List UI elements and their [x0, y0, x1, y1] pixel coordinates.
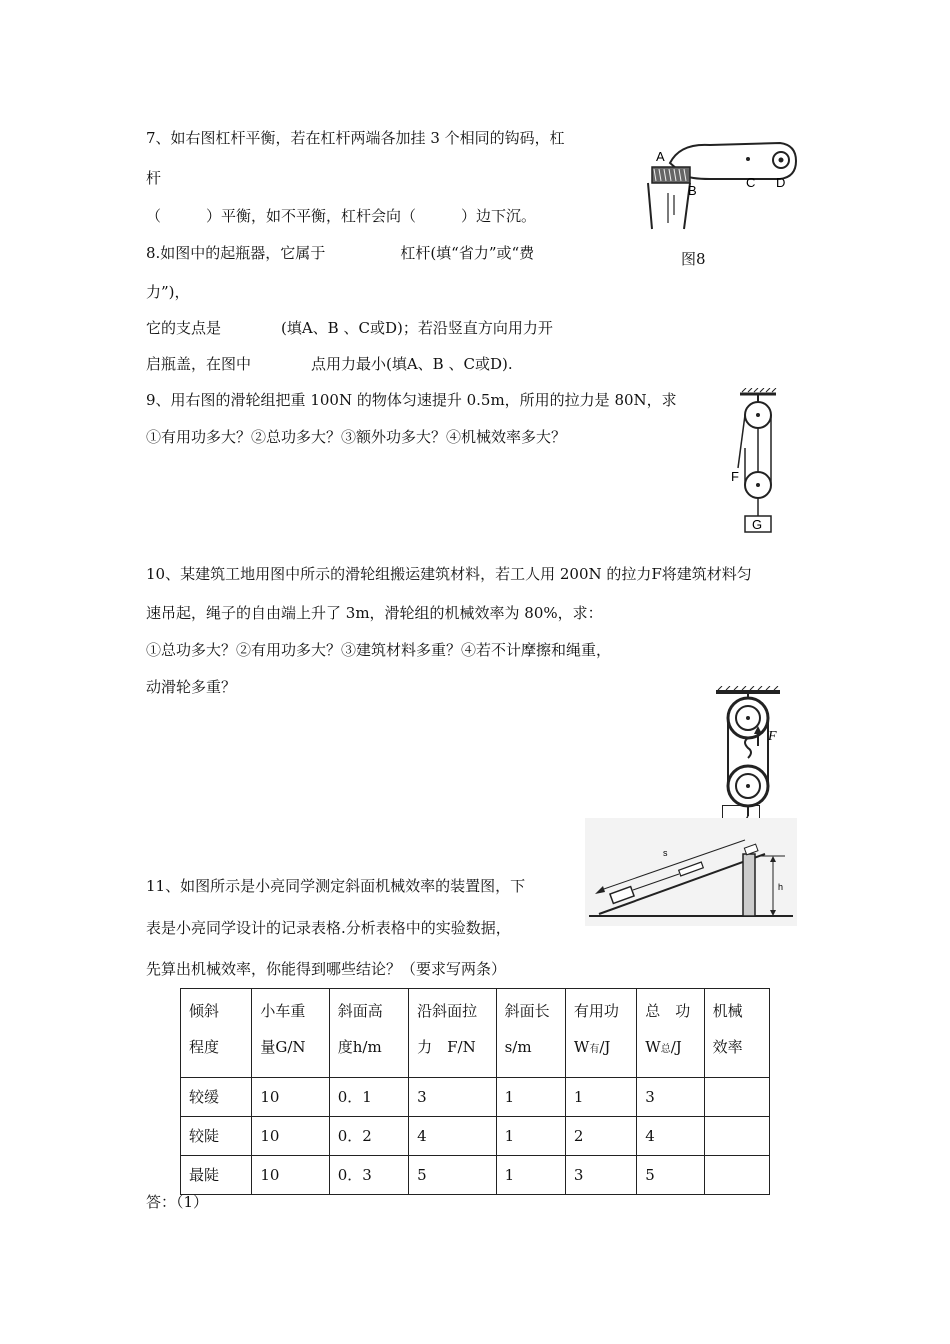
table-row	[181, 1156, 770, 1195]
answer-line: 答：（1）	[146, 1193, 209, 1211]
header-cell: 倾斜 程度	[181, 989, 252, 1078]
fig8-label-b: B	[688, 183, 697, 198]
record-table	[180, 988, 770, 1195]
table-cell[interactable]	[704, 1078, 769, 1117]
table-cell: 10	[252, 1156, 329, 1195]
pulley-figure-q9	[728, 388, 788, 536]
q9-line2: ①有用功多大？②总功多大？③额外功多大？④机械效率多大？	[146, 428, 567, 446]
table-header-row	[181, 989, 770, 1078]
q10-line3: ①总功多大？②有用功多大？③建筑材料多重？④若不计摩擦和绳重，	[146, 641, 612, 659]
fig8-label-d: D	[776, 175, 786, 190]
q10-fig-label-f: F	[768, 729, 777, 744]
table-cell: 5	[637, 1156, 704, 1195]
header-cell: 机械 效率	[704, 989, 769, 1078]
q9-fig-label-f: F	[731, 469, 739, 484]
q8-line1: 8.如图中的起瓶器，它属于 杠杆(填“省力”或“费	[146, 244, 535, 262]
q8-line4: 启瓶盖，在图中 点用力最小(填A、B 、C或D).	[146, 355, 513, 373]
table-cell: 4	[637, 1117, 704, 1156]
q10-line2: 速吊起，绳子的自由端上升了 3m，滑轮组的机械效率为 80%，求：	[146, 604, 603, 622]
table-cell: 3	[637, 1078, 704, 1117]
q11-fig-label-h: h	[778, 882, 784, 892]
table-row	[181, 1078, 770, 1117]
table-cell: 0．2	[329, 1117, 408, 1156]
table-cell: 2	[565, 1117, 636, 1156]
table-cell: 10	[252, 1078, 329, 1117]
header-cell: 小车重 量G/N	[252, 989, 329, 1078]
table-cell[interactable]	[704, 1156, 769, 1195]
table-cell: 较缓	[181, 1078, 252, 1117]
table-cell: 最陡	[181, 1156, 252, 1195]
table-cell: 10	[252, 1117, 329, 1156]
table-cell: 5	[409, 1156, 496, 1195]
header-cell: 有用功 W有/J	[565, 989, 636, 1078]
table-cell: 较陡	[181, 1117, 252, 1156]
q7-line1: 7、如右图杠杆平衡，若在杠杆两端各加挂 3 个相同的钩码，杠	[146, 129, 565, 147]
table-cell: 1	[565, 1078, 636, 1117]
bottle-opener-figure	[640, 135, 800, 230]
header-cell: 沿斜面拉 力 F/N	[409, 989, 496, 1078]
q11-fig-label-s: s	[663, 848, 668, 858]
q11-line1: 11、如图所示是小亮同学测定斜面机械效率的装置图，下	[146, 877, 526, 895]
table-cell: 4	[409, 1117, 496, 1156]
inclined-plane-figure	[585, 818, 797, 926]
q11-line2: 表是小亮同学设计的记录表格.分析表格中的实验数据，	[146, 919, 511, 937]
q7-line3: （ ）平衡，如不平衡，杠杆会向（ ）边下沉。	[146, 207, 537, 225]
table-cell: 0．3	[329, 1156, 408, 1195]
table-cell[interactable]	[704, 1117, 769, 1156]
q7-line2: 杆	[146, 169, 162, 187]
header-cell: 斜面高 度h/m	[329, 989, 408, 1078]
table-cell: 3	[565, 1156, 636, 1195]
q10-line4: 动滑轮多重？	[146, 678, 237, 696]
q9-fig-label-g: G	[752, 517, 763, 532]
header-cell: 总 功 W总/J	[637, 989, 704, 1078]
table-row	[181, 1117, 770, 1156]
table-cell: 1	[496, 1117, 565, 1156]
q10-line1: 10、某建筑工地用图中所示的滑轮组搬运建筑材料，若工人用 200N 的拉力F将建筑材料匀	[146, 565, 752, 583]
header-cell: 斜面长 s/m	[496, 989, 565, 1078]
q9-line1: 9、用右图的滑轮组把重 100N 的物体匀速提升 0.5m，所用的拉力是 80N，求	[146, 391, 677, 409]
fig8-caption: 图8	[681, 250, 706, 268]
fig8-label-c: C	[746, 175, 756, 190]
table-cell: 3	[409, 1078, 496, 1117]
table-cell: 1	[496, 1078, 565, 1117]
q11-line3: 先算出机械效率，你能得到哪些结论？（要求写两条）	[146, 960, 507, 978]
table-cell: 1	[496, 1156, 565, 1195]
q8-line3: 它的支点是 (填A、B 、C或D)；若沿竖直方向用力开	[146, 319, 553, 337]
fig8-label-a: A	[656, 149, 665, 164]
table-cell: 0．1	[329, 1078, 408, 1117]
q8-line2: 力”)，	[146, 283, 190, 301]
